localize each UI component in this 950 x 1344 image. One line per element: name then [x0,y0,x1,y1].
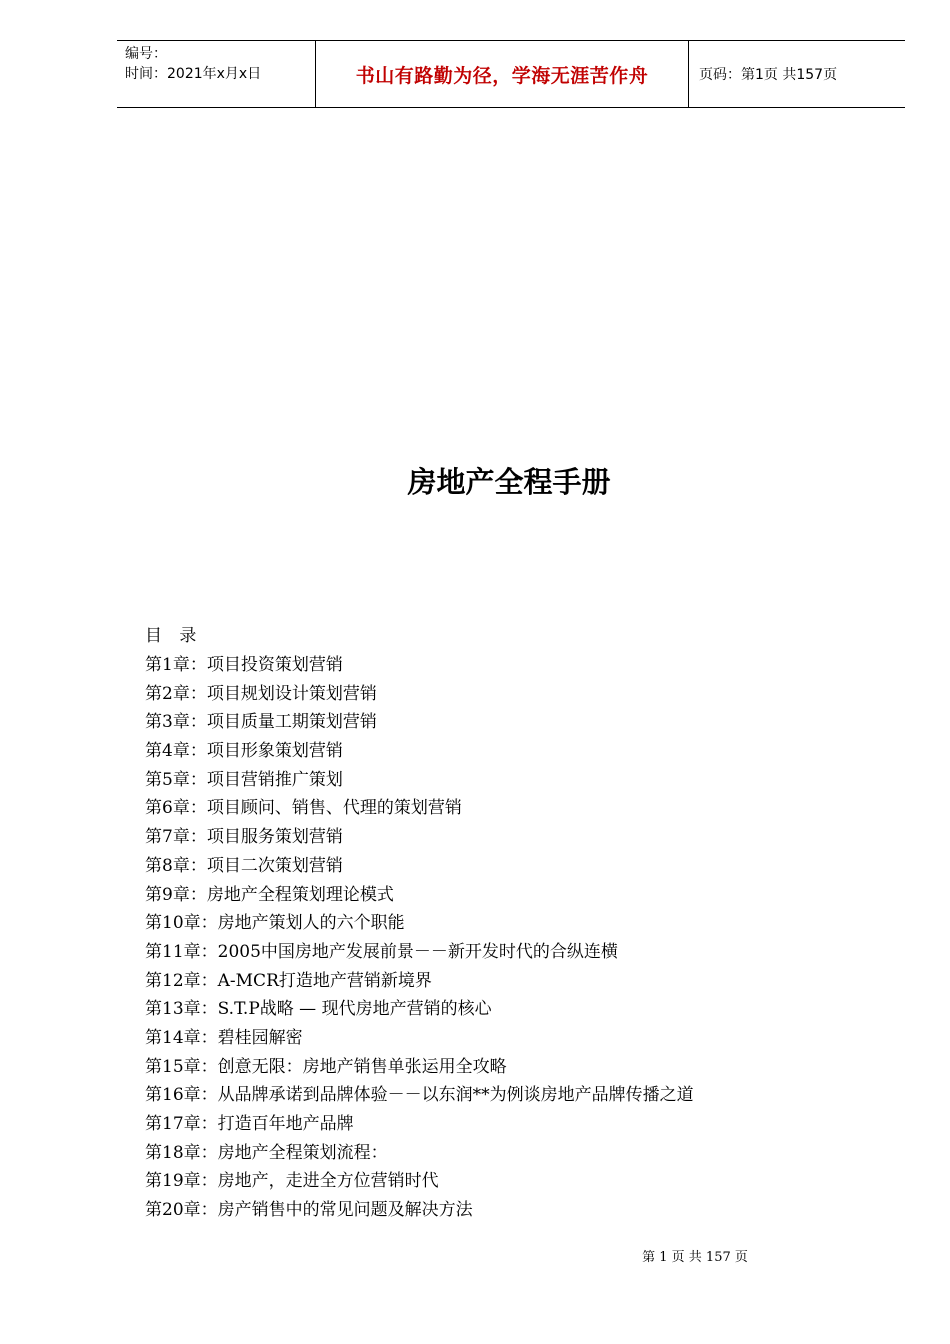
toc-item[interactable]: 第18章：房地产全程策划流程： [145,1142,388,1163]
toc-item[interactable]: 第2章：项目规划设计策划营销 [145,683,377,704]
toc-item[interactable]: 第11章：2005中国房地产发展前景－－新开发时代的合纵连横 [145,941,618,962]
toc-heading: 目 录 [145,626,203,646]
page-footer: 第 1 页 共 157 页 [642,1250,748,1265]
toc-item[interactable]: 第5章：项目营销推广策划 [145,769,343,790]
toc-item[interactable]: 第10章：房地产策划人的六个职能 [145,913,405,934]
toc-item[interactable]: 第7章：项目服务策划营销 [145,827,343,848]
toc-item[interactable]: 第17章：打造百年地产品牌 [145,1114,354,1134]
toc-item[interactable]: 第9章：房地产全程策划理论模式 [145,884,394,905]
toc-item[interactable]: 第13章：S.T.P战略 — 现代房地产营销的核心 [145,999,492,1020]
header-page-info: 页码：第1页 共157页 [699,67,838,83]
toc-item[interactable]: 第19章：房地产，走进全方位营销时代 [145,1171,439,1192]
number-label: 编号： [125,46,167,62]
time-label: 时间：2021年x月x日 [125,66,262,82]
toc-item[interactable]: 第3章：项目质量工期策划营销 [145,712,377,733]
toc-item[interactable]: 第20章：房产销售中的常见问题及解决方法 [145,1200,473,1221]
toc-item[interactable]: 第1章：项目投资策划营销 [145,655,343,675]
header-motto: 书山有路勤为径，学海无涯苦作舟 [315,41,689,107]
page-header [117,40,905,108]
toc-item[interactable]: 第8章：项目二次策划营销 [145,855,343,876]
toc-item[interactable]: 第4章：项目形象策划营销 [145,741,343,762]
toc-item[interactable]: 第16章：从品牌承诺到品牌体验－－以东润**为例谈房地产品牌传播之道 [145,1085,694,1106]
header-meta [117,41,315,107]
toc-item[interactable]: 第14章：碧桂园解密 [145,1027,303,1048]
table-of-contents [145,622,865,1225]
toc-item[interactable]: 第6章：项目顾问、销售、代理的策划营销 [145,798,462,819]
toc-item[interactable]: 第12章：A-MCR打造地产营销新境界 [145,970,432,991]
document-title: 房地产全程手册 [407,465,611,499]
toc-item[interactable]: 第15章：创意无限：房地产销售单张运用全攻略 [145,1056,507,1077]
